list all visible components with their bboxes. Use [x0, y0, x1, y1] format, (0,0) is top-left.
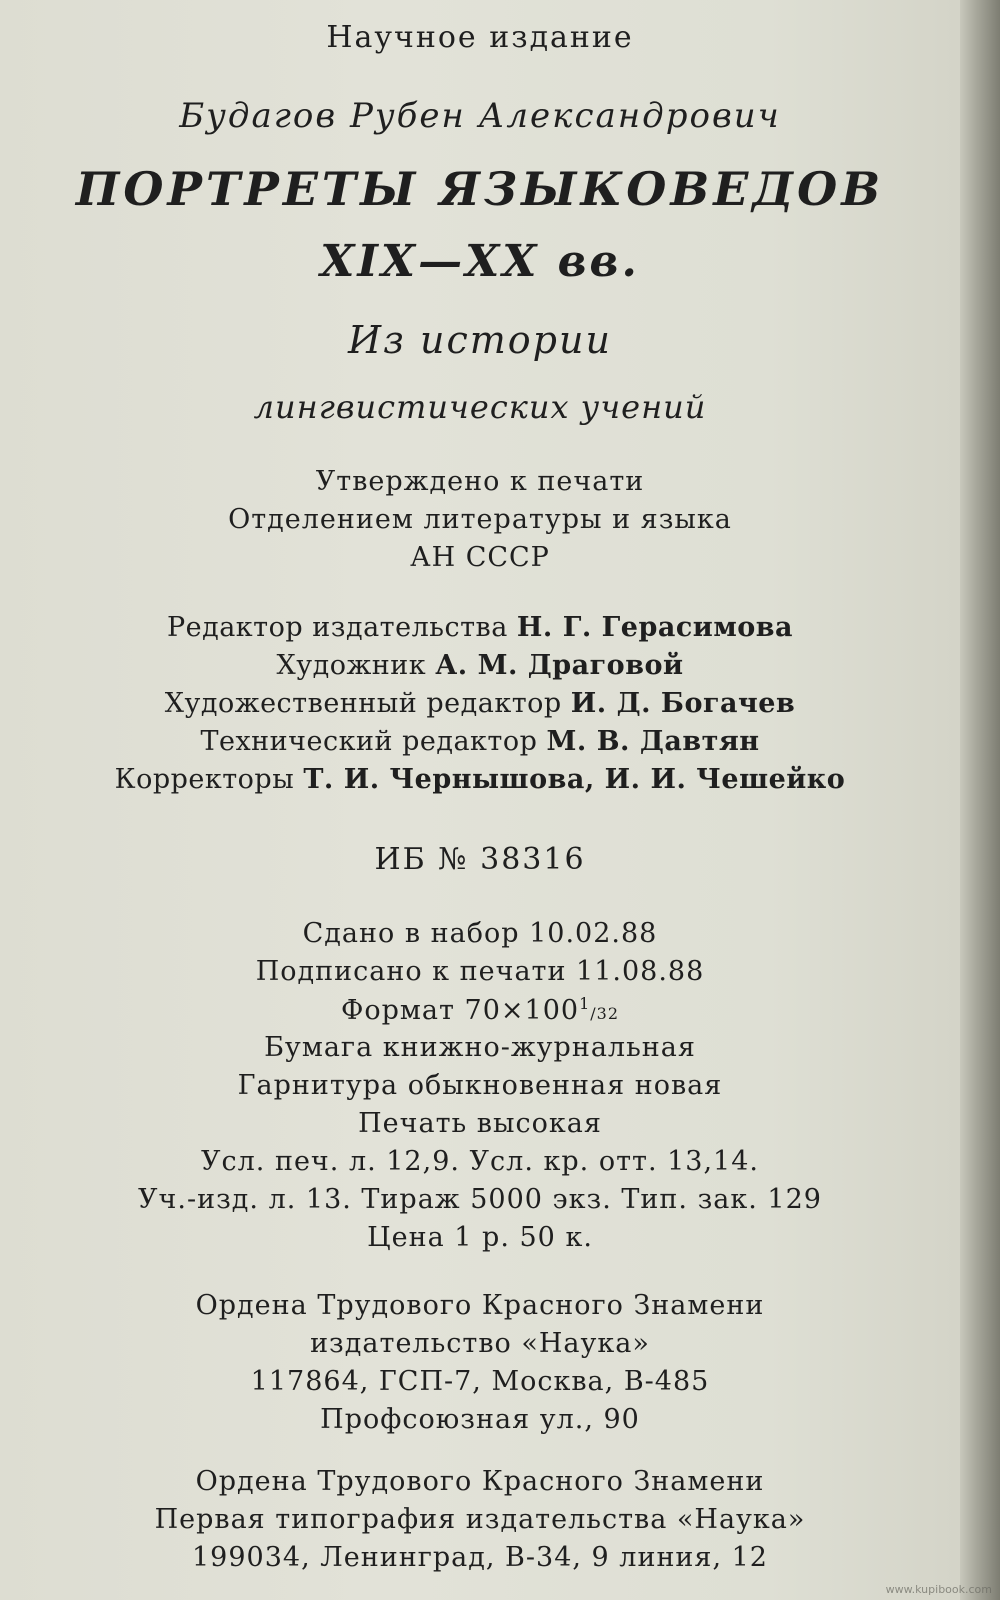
credit-art-editor [0, 688, 960, 719]
imprint-sheets: Усл. печ. л. 12,9. Усл. кр. отт. 13,14. [201, 1146, 759, 1177]
credit-role: Технический редактор [200, 726, 538, 757]
printer-line-2: Первая типография издательства «Наука» [154, 1504, 806, 1535]
book-title: ПОРТРЕТЫ ЯЗЫКОВЕДОВ [75, 162, 885, 216]
approval-line-2: Отделением литературы и языка [228, 504, 732, 535]
credit-proofreaders [0, 764, 960, 795]
printer-line-3: 199034, Ленинград, В-34, 9 линия, 12 [192, 1542, 768, 1573]
imprint-signed: Подписано к печати 11.08.88 [255, 956, 705, 987]
printer-line-1: Ордена Трудового Красного Знамени [195, 1466, 765, 1497]
credit-name: Н. Г. Герасимова [516, 612, 794, 643]
publisher-line-3: 117864, ГСП-7, Москва, В-485 [250, 1366, 710, 1397]
imprint-sent: Сдано в набор 10.02.88 [302, 918, 658, 949]
credit-name: А. М. Драговой [435, 650, 684, 681]
credit-name: Т. И. Чернышова, И. И. Чешейко [303, 764, 846, 795]
approval-line-1: Утверждено к печати [315, 466, 645, 497]
book-spine-shadow [960, 0, 1000, 1600]
format-denominator: /32 [590, 1004, 620, 1023]
publisher-line-1: Ордена Трудового Красного Знамени [195, 1290, 765, 1321]
credit-role: Художник [276, 650, 427, 681]
format-superscript: 1 [579, 994, 591, 1013]
publisher-line-4: Профсоюзная ул., 90 [320, 1404, 640, 1435]
subtitle-line-2: лингвистических учений [253, 388, 707, 426]
format-label: Формат 70×100 [340, 995, 580, 1026]
imprint-print: Печать высокая [358, 1108, 602, 1139]
credit-publisher-editor [0, 612, 960, 643]
credit-name: И. Д. Богачев [570, 688, 796, 719]
imprint-typeface: Гарнитура обыкновенная новая [237, 1070, 723, 1101]
credit-role: Художественный редактор [164, 688, 562, 719]
credit-role: Корректоры [114, 764, 295, 795]
watermark: www.kupibook.com [885, 1583, 992, 1596]
book-title-century: XIX—XX вв. [320, 236, 640, 287]
imprint-format [0, 994, 960, 1026]
credit-role: Редактор издательства [166, 612, 508, 643]
imprint-price: Цена 1 р. 50 к. [367, 1222, 593, 1253]
edition-type: Научное издание [326, 20, 634, 55]
credit-name: М. В. Давтян [546, 726, 760, 757]
subtitle-line-1: Из истории [348, 318, 612, 362]
imprint-edition: Уч.-изд. л. 13. Тираж 5000 экз. Тип. зак. 129 [138, 1184, 822, 1215]
credit-technical-editor [0, 726, 960, 757]
credit-artist [0, 650, 960, 681]
imprint-paper: Бумага книжно-журнальная [264, 1032, 696, 1063]
ib-number: ИБ № 38316 [374, 842, 586, 877]
approval-line-3: АН СССР [410, 542, 550, 573]
author-name: Будагов Рубен Александрович [179, 96, 781, 136]
publisher-line-2: издательство «Наука» [310, 1328, 650, 1359]
